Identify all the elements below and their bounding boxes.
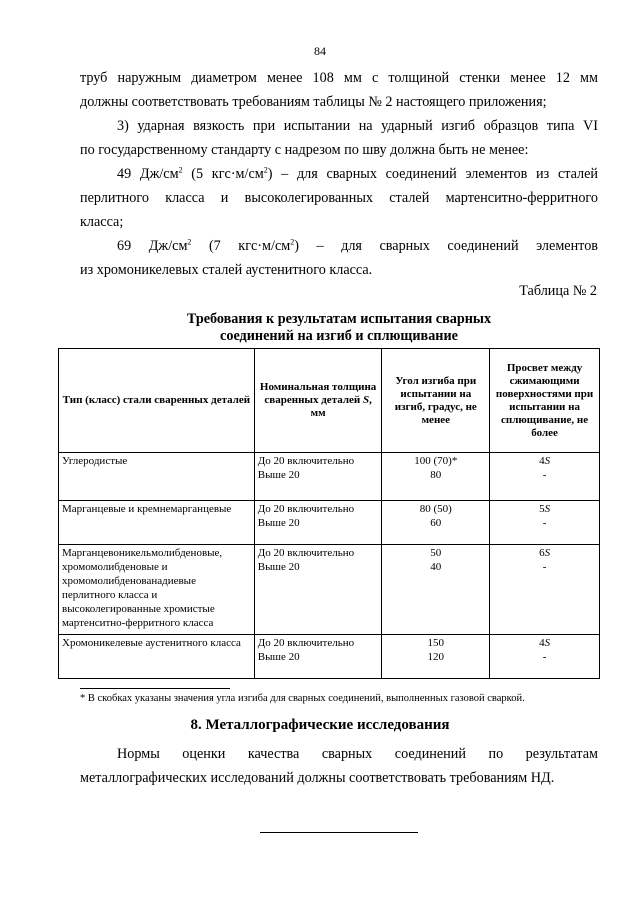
cell-angle [382, 635, 490, 679]
cell-steel-type: Марганцевоникельмолибденовые, хромомолибденовые и хромомолибденованадиевые перлитного класса и высоколегированные хромистые мартенситно-ферритного класса [59, 545, 255, 635]
cell-thickness-2: Выше 20 [257, 517, 300, 529]
para4-rest: ) – для сварных соединений элементов [294, 238, 598, 254]
para3-exp2: 2 [263, 165, 268, 175]
para4-exp1: 2 [187, 237, 192, 247]
table-row [59, 545, 600, 635]
para4-line2: из хромоникелевых сталей аустенитного класса. [80, 262, 373, 278]
para4-line1 [80, 234, 598, 258]
para2-line1: 3) ударная вязкость при испытании на ударный изгиб образцов типа VI [117, 118, 598, 134]
header-steel-type: Тип (класс) стали сваренных деталей [59, 349, 255, 453]
cell-angle-1: 50 [430, 547, 442, 559]
cell-gap-2: - [542, 517, 547, 529]
cell-angle [382, 453, 490, 501]
cell-thickness [254, 545, 382, 635]
cell-thickness-1: До 20 включительно [257, 547, 355, 559]
header-gap: Просвет между сжимающими поверхностями при испытании на сплющивание, не более [490, 349, 600, 453]
para1-line1: труб наружным диаметром менее 108 мм с толщиной стенки менее 12 мм [80, 70, 598, 86]
cell-gap-1 [493, 546, 596, 560]
requirements-table [58, 348, 600, 679]
cell-gap-var: S [544, 547, 551, 559]
section-title: 8. Металлографические исследования [190, 717, 450, 733]
table-title-line2: соединений на изгиб и сплющивание [220, 328, 458, 344]
cell-thickness-1: До 20 включительно [257, 503, 355, 515]
cell-gap-var: S [544, 503, 551, 515]
bottom-divider [260, 832, 418, 833]
cell-gap [490, 501, 600, 545]
cell-angle-1: 80 (50) [419, 503, 452, 515]
cell-gap-var: S [544, 637, 551, 649]
section-line1: Нормы оценки качества сварных соединений по результатам [117, 746, 598, 762]
cell-gap-num: 6 [539, 547, 545, 559]
para3-prefix: 49 Дж/см [117, 166, 179, 182]
cell-angle [382, 545, 490, 635]
cell-steel-type: Марганцевые и кремнемарганцевые [59, 501, 255, 545]
header-thickness-unit: , мм [310, 394, 372, 419]
page-number: 84 [314, 44, 326, 58]
cell-thickness [254, 635, 382, 679]
cell-gap [490, 453, 600, 501]
para3-line1 [80, 162, 598, 186]
cell-gap-1 [493, 454, 596, 468]
table-row [59, 635, 600, 679]
cell-thickness-1: До 20 включительно [257, 637, 355, 649]
para3-exp1: 2 [178, 165, 183, 175]
cell-angle [382, 501, 490, 545]
table-row [59, 453, 600, 501]
table-row [59, 501, 600, 545]
para3-line3: класса; [80, 214, 124, 230]
header-thickness [254, 349, 382, 453]
cell-thickness-2: Выше 20 [257, 651, 300, 663]
header-thickness-text: Номинальная толщина сваренных деталей [259, 381, 377, 406]
para4-mid: (7 кгс·м/см [191, 238, 291, 254]
para3-rest: ) – для сварных соединений элементов из сталей [267, 166, 599, 182]
footnote: * В скобках указаны значения угла изгиба для сварных соединений, выполненных газовой сваркой. [80, 693, 525, 704]
cell-gap [490, 545, 600, 635]
cell-thickness [254, 453, 382, 501]
cell-gap-2: - [542, 469, 547, 481]
cell-thickness-2: Выше 20 [257, 469, 300, 481]
cell-angle-2: 40 [430, 561, 442, 573]
header-thickness-var: S [362, 394, 370, 406]
footnote-divider [80, 688, 230, 689]
para3-mid: (5 кгс·м/см [182, 166, 264, 182]
cell-angle-2: 120 [427, 651, 445, 663]
cell-gap-num: 5 [539, 503, 545, 515]
cell-gap-num: 4 [539, 455, 545, 467]
cell-thickness-2: Выше 20 [257, 561, 300, 573]
para4-exp2: 2 [290, 237, 295, 247]
cell-angle-2: 60 [430, 517, 442, 529]
para1-line2: должны соответствовать требованиям таблицы № 2 настоящего приложения; [80, 94, 547, 110]
para2-line2: по государственному стандарту с надрезом по шву должна быть не менее: [80, 142, 529, 158]
cell-gap-var: S [544, 455, 551, 467]
cell-steel-type: Хромоникелевые аустенитного класса [59, 635, 255, 679]
para4-prefix: 69 Дж/см [117, 238, 188, 254]
cell-gap [490, 635, 600, 679]
cell-gap-2: - [542, 561, 547, 573]
cell-thickness-1: До 20 включительно [257, 455, 355, 467]
cell-gap-2: - [542, 651, 547, 663]
header-angle: Угол изгиба при испытании на изгиб, градус, не менее [382, 349, 490, 453]
cell-angle-2: 80 [430, 469, 442, 481]
cell-angle-1: 150 [427, 637, 445, 649]
table-header-row [59, 349, 600, 453]
para3-line2: перлитного класса и высоколегированных сталей мартенситно-ферритного [80, 190, 598, 206]
cell-thickness [254, 501, 382, 545]
section-line2: металлографических исследований должны соответствовать требованиям НД. [80, 770, 555, 786]
cell-gap-num: 4 [539, 637, 545, 649]
table-title-line1: Требования к результатам испытания сварных [186, 311, 492, 327]
cell-steel-type: Углеродистые [59, 453, 255, 501]
cell-angle-1: 100 (70)* [414, 455, 458, 467]
table-title [80, 311, 598, 345]
cell-gap-1 [493, 636, 596, 650]
cell-gap-1 [493, 502, 596, 516]
table-label: Таблица № 2 [519, 283, 597, 299]
